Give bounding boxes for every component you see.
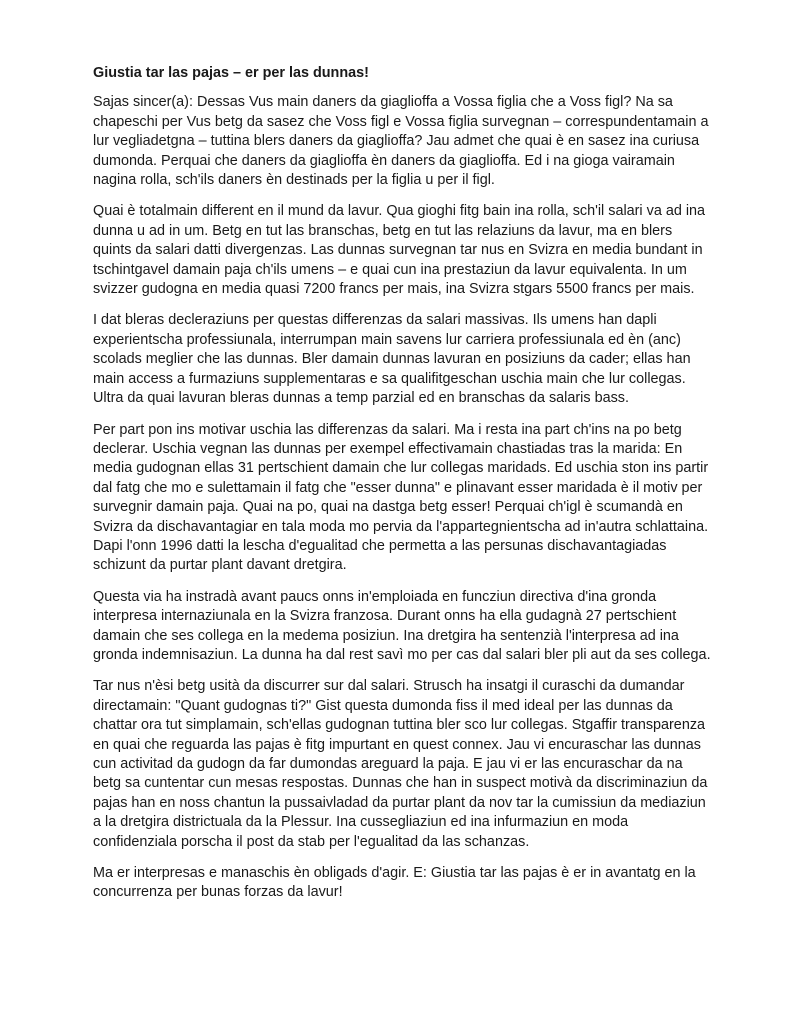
- document-title: Giustia tar las pajas – er per las dunnas!: [93, 65, 369, 81]
- paragraph-1: Sajas sincer(a): Dessas Vus main daners da giaglioffa a Vossa figlia che a Voss figl? Na sa chapeschi per Vus betg da sasez che Voss figl e Vossa figlia survegnan – correspundentamain a lur vegliadetgna – tuttina blers daners da giaglioffa? Jau admet che quai è en sasez ina curiusa dumonda. Perquai che daners da giaglioffa èn daners da giaglioffa. Ed i na gioga vairamain nagina rolla, sch'ils daners èn destinads per la figlia u per il figl.: [93, 94, 709, 189]
- paragraph-6: Tar nus n'èsi betg usità da discurrer sur dal salari. Strusch ha insatgi il curaschi da dumandar directamain: "Quant gudognas ti?" Gist questa dumonda fiss il med ideal per las dunnas da chattar ora tut simplamain, sch'ellas gudognan tuttina bler sco lur collegas. Stgaffir transparenza en quai che reguarda las pajas è fitg impurtant en quest connex. Jau vi encuraschar las dunnas cun activitad da gudogn da far dumondas areguard la paja. E jau vi er las encuraschar da na betg sa cuntentar cun mesas respostas. Dunnas che han in suspect motivà da discriminaziun da pajas han en noss chantun la pussaivladad da purtar plant da nov tar la cumissiun da mediaziun a la dretgira districtuala da la Plessur. Ina cussegliaziun ed ina infurmaziun en moda confidenziala porscha il post da stab per l'egualitad da las schanzas.: [93, 678, 708, 850]
- paragraph-4: Per part pon ins motivar uschia las differenzas da salari. Ma i resta ina part ch'ins na po betg declerar. Uschia vegnan las dunnas per exempel effectivamain chastiadas tras la marida: En media gudognan ellas 31 pertschient damain che lur collegas maridads. Ed uschia ston ins partir dal fatg che mo e sulettamain il fatg che "esser dunna" e plinavant esser maridada è il motiv per survegnir damain paja. Quai na po, quai na dastga betg esser! Perquai ch'igl è scumandà en Svizra da dischavantagiar en tala moda mo pervia da l'appartegnientscha ad in'autra schlattaina. Dapi l'onn 1996 datti la lescha d'egualitad che permetta a las persunas dischavantagiadas schizunt da purtar plant davant dretgira.: [93, 421, 709, 574]
- paragraph-3: I dat bleras decleraziuns per questas differenzas da salari massivas. Ils umens han dapli experientscha professiunala, interrumpan main savens lur carriera professiunala ed èn (anc) scolads meglier che las dunnas. Bler damain dunnas lavuran en posiziuns da cader; ellas han main access a furmaziuns supplementaras e sa qualifitgeschan uschia main che lur collegas. Ultra da quai lavuran bleras dunnas a temp parzial ed en branschas da salaris bass.: [93, 312, 691, 407]
- document-page: [93, 64, 713, 915]
- paragraph-2: Quai è totalmain different en il mund da lavur. Qua gioghi fitg bain ina rolla, sch'il salari va ad ina dunna u ad in um. Betg en tut las branschas, betg en tut las relaziuns da lavur, ma en blers quints da salari datti divergenzas. Las dunnas survegnan tar nus en Svizra en media bundant in tschintgavel damain paja ch'ils umens – e quai cun ina prestaziun da lavur equivalenta. In um svizzer gudogna en media quasi 7200 francs per mais, ina Svizra stgars 5500 francs per mais.: [93, 203, 706, 298]
- paragraph-7: Ma er interpresas e manaschis èn obligads d'agir. E: Giustia tar las pajas è er in avantatg en la concurrenza per bunas forzas da lavur!: [93, 865, 696, 901]
- paragraph-5: Questa via ha instradà avant paucs onns in'emploiada en funcziun directiva d'ina gronda interpresa internaziunala en la Svizra franzosa. Durant onns ha ella gudagnà 27 pertschient damain che ses collega en la medema posiziun. Ina dretgira ha sentenzià l'interpresa ad ina gronda indemnisaziun. La dunna ha dal rest savì mo per cas dal salari bler pli aut da ses collega.: [93, 588, 711, 663]
